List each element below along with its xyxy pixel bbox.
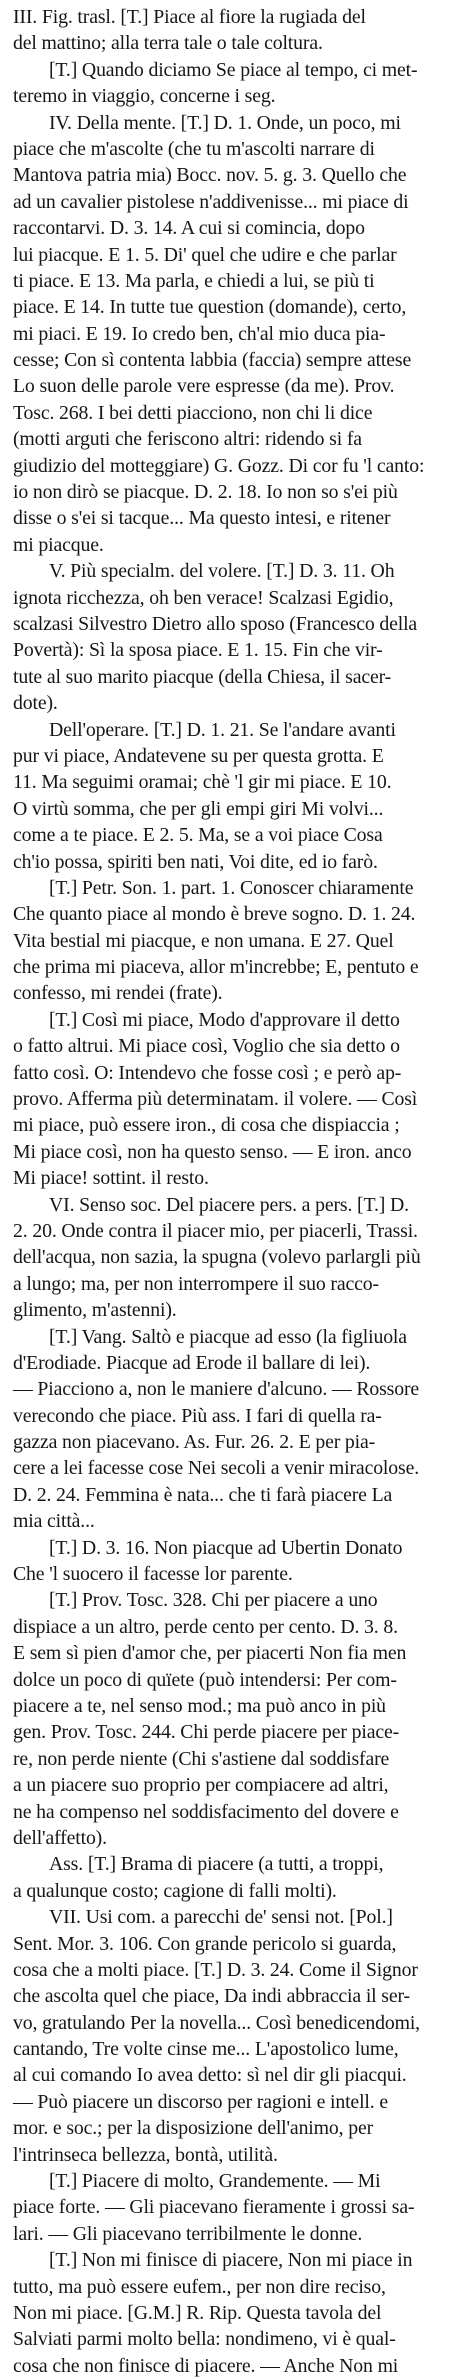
text-line: IV. Della mente. [T.] D. 1. Onde, un poco, mi (49, 111, 401, 134)
text-line: [T.] Prov. Tosc. 328. Chi per piacere a uno (49, 1589, 378, 1612)
text-line: 2. 20. Onde contra il piacer mio, per piacerli, Trassi. (13, 1219, 418, 1242)
text-line: mi piace, può essere iron., di cosa che dispiaccia ; (13, 1114, 400, 1137)
text-line: ch'io possa, spiriti ben nati, Voi dite, ed io farò. (13, 850, 378, 873)
text-line: VII. Usi com. a parecchi de' sensi not. [Pol.] (49, 1906, 393, 1929)
text-line: a un piacere suo proprio per compiacere ad altri, (13, 1774, 389, 1797)
text-line: Ass. [T.] Brama di piacere (a tutti, a troppi, (49, 1853, 384, 1876)
text-line: come a te piace. E 2. 5. Ma, se a voi piace Cosa (13, 824, 383, 847)
text-line: cantando, Tre volte cinse me... L'apostolico lume, (13, 2038, 399, 2061)
text-line: d'Erodiade. Piacque ad Erode il ballare di lei). (13, 1351, 371, 1374)
text-line: mor. e soc.; per la disposizione dell'animo, per (13, 2117, 374, 2140)
text-line: dell'affetto). (13, 1826, 107, 1849)
text-line: — Piacciono a, non le maniere d'alcuno. — Rossore (13, 1378, 420, 1401)
text-line: o fatto altrui. Mi piace così, Voglio che sia detto o (13, 1035, 400, 1058)
text-line: III. Fig. trasl. [T.] Piace al fiore la rugiada del (13, 6, 366, 28)
text-line: disse o s'ei si tacque... Ma questo intesi, e ritener (13, 507, 391, 530)
text-line: io non dirò se piacque. D. 2. 18. Io non so s'ei più (13, 481, 398, 504)
text-line: gazza non piacevano. As. Fur. 26. 2. E per pia- (13, 1431, 376, 1454)
text-line: lui piacque. E 1. 5. Di' quel che udire e che parlar (13, 243, 397, 266)
text-line: Tosc. 268. I bei detti piacciono, non chi li dice (13, 401, 373, 424)
text-line: dispiace a un altro, perde cento per cento. D. 3. 8. (13, 1615, 398, 1638)
text-line: teremo in viaggio, concerne i seg. (13, 85, 276, 108)
text-line: re, non perde niente (Chi s'astiene dal soddisfare (13, 1747, 390, 1770)
text-line: Che 'l suocero il facesse lor parente. (13, 1563, 293, 1586)
text-line: cesse; Con sì contenta labbia (faccia) sempre attese (13, 349, 412, 372)
text-line: a lungo; ma, per non interrompere il suo racco- (13, 1272, 379, 1295)
text-line: Lo suon delle parole vere espresse (da me). Prov. (13, 375, 395, 398)
text-line: mi piacque. (13, 533, 104, 556)
text-line: piacere a te, nel senso mod.; ma può anco in più (13, 1695, 386, 1717)
text-line: l'intrinseca bellezza, bontà, utilità. (13, 2143, 278, 2166)
text-line: O virtù somma, che per gli empi giri Mi volvi... (13, 797, 384, 820)
text-line: a qualunque costo; cagione di falli molti). (13, 1879, 337, 1902)
text-line: scalzasi Silvestro Dietro allo sposo (Francesco della (13, 612, 418, 635)
text-line: giudizio del motteggiare) G. Gozz. Di cor fu 'l canto: (13, 454, 425, 477)
text-line: Che quanto piace al mondo è breve sogno. D. 1. 24. (13, 903, 416, 926)
text-line: glimento, m'astenni). (13, 1299, 177, 1322)
text-line: cosa che a molti piace. [T.] D. 3. 24. Come il Signor (13, 1958, 418, 1981)
text-line: confesso, mi rendei (frate). (13, 982, 223, 1005)
text-line: ti piace. E 13. Ma parla, e chiedi a lui, se più ti (13, 269, 375, 292)
text-line: raccontarvi. D. 3. 14. A cui si comincia, dopo (13, 217, 365, 240)
text-line: verecondo che piace. Più ass. I fari di quella ra- (13, 1404, 382, 1427)
text-line: [T.] Non mi finisce di piacere, Non mi piace in (49, 2249, 413, 2272)
text-line: Mi piace! sottint. il resto. (13, 1167, 209, 1190)
text-line: (motti arguti che feriscono altri: ridendo si fa (13, 428, 362, 451)
text-line: vo, gratulando Per la novella... Così benedicendomi, (13, 2011, 420, 2034)
text-line: dolce un poco di quïete (può intendersi: Per com- (13, 1668, 397, 1691)
text-line: D. 2. 24. Femmina è nata... che ti farà piacere La (13, 1483, 393, 1506)
text-line: mia città... (13, 1510, 95, 1533)
text-line: [T.] Vang. Saltò e piacque ad esso (la figliuola (49, 1325, 407, 1348)
text-line: Dell'operare. [T.] D. 1. 21. Se l'andare avanti (49, 718, 396, 741)
text-line: piace forte. — Gli piacevano fieramente i grossi sa- (13, 2196, 415, 2219)
text-line: [T.] Piacere di molto, Grandemente. — Mi (49, 2170, 381, 2193)
text-line: cosa che non finisce di piacere. — Anche Non mi (13, 2354, 399, 2377)
text-line: Non mi piace. [G.M.] R. Rip. Questa tavola del (13, 2301, 382, 2324)
text-line: [T.] D. 3. 16. Non piacque ad Ubertin Donato (49, 1536, 403, 1559)
text-line: — Può piacere un discorso per ragioni e intell. e (13, 2090, 388, 2113)
text-line: piace. E 14. In tutte tue question (domande), certo, (13, 296, 407, 319)
text-line: cere a lei facesse cose Nei secoli a venir miracolose. (13, 1457, 419, 1480)
text-line: che ascolta quel che piace, Da indi abbraccia il ser- (13, 1985, 410, 2008)
text-line: ne ha compenso nel soddisfacimento del dovere e (13, 1800, 399, 1823)
text-line: piace che m'ascolte (che tu m'ascolti narrare di (13, 137, 375, 160)
text-line: Salviati parmi molto bella: nondimeno, vi è qual- (13, 2328, 396, 2351)
text-line: Povertà): Sì la sposa piace. E 1. 15. Fin che vir- (13, 639, 383, 662)
text-line: VI. Senso soc. Del piacere pers. a pers. [T.] D. (49, 1193, 409, 1216)
text-line: Mi piace così, non ha questo senso. — E iron. anco (13, 1140, 412, 1163)
text-line: Sent. Mor. 3. 106. Con grande pericolo si guarda, (13, 1932, 397, 1955)
dictionary-text-column (13, 4, 459, 2379)
text-line: [T.] Quando diciamo Se piace al tempo, ci met- (49, 58, 418, 81)
text-line: Mantova patria mia) Bocc. nov. 5. g. 3. Quello che (13, 164, 407, 187)
text-line: fatto così. O: Intendevo che fosse così ; e però ap- (13, 1061, 402, 1084)
text-line: V. Più specialm. del volere. [T.] D. 3. 11. Oh (49, 560, 395, 583)
text-line: Vita bestial mi piacque, e non umana. E 27. Quel (13, 929, 394, 952)
text-line: lari. — Gli piacevano terribilmente le donne. (13, 2222, 363, 2245)
text-line: tute al suo marito piacque (della Chiesa, il sacer- (13, 665, 392, 688)
text-line: provo. Afferma più determinatam. il volere. — Così (13, 1088, 418, 1111)
text-line: [T.] Così mi piace, Modo d'approvare il detto (49, 1008, 400, 1031)
text-line: dote). (13, 692, 58, 715)
text-line: ignota ricchezza, oh ben verace! Scalzasi Egidio, (13, 586, 394, 609)
text-line: gen. Prov. Tosc. 244. Chi perde piacere per piace- (13, 1721, 400, 1744)
text-line: [T.] Petr. Son. 1. part. 1. Conoscer chiaramente (49, 876, 414, 899)
text-line: tutto, ma può essere eufem., per non dire reciso, (13, 2275, 386, 2298)
text-line: del mattino; alla terra tale o tale coltura. (13, 32, 323, 55)
text-line: al cui comando Io avea detto: sì nel dir gli piacqui. (13, 2064, 407, 2087)
text-line: dell'acqua, non sazia, la spugna (volevo parlargli più (13, 1246, 421, 1269)
text-line: E sem sì pien d'amor che, per piacerti Non fia men (13, 1642, 407, 1665)
text-line: pur vi piace, Andatevene su per questa grotta. E (13, 744, 384, 767)
text-line: mi piaci. E 19. Io credo ben, ch'al mio duca pia- (13, 322, 386, 345)
text-line: 11. Ma seguimi oramai; chè 'l gir mi piace. E 10. (13, 771, 392, 794)
text-line: che prima mi piaceva, allor m'increbbe; E, pentuto e (13, 956, 419, 979)
text-line: ad un cavalier pistolese n'addivenisse... mi piace di (13, 190, 409, 213)
